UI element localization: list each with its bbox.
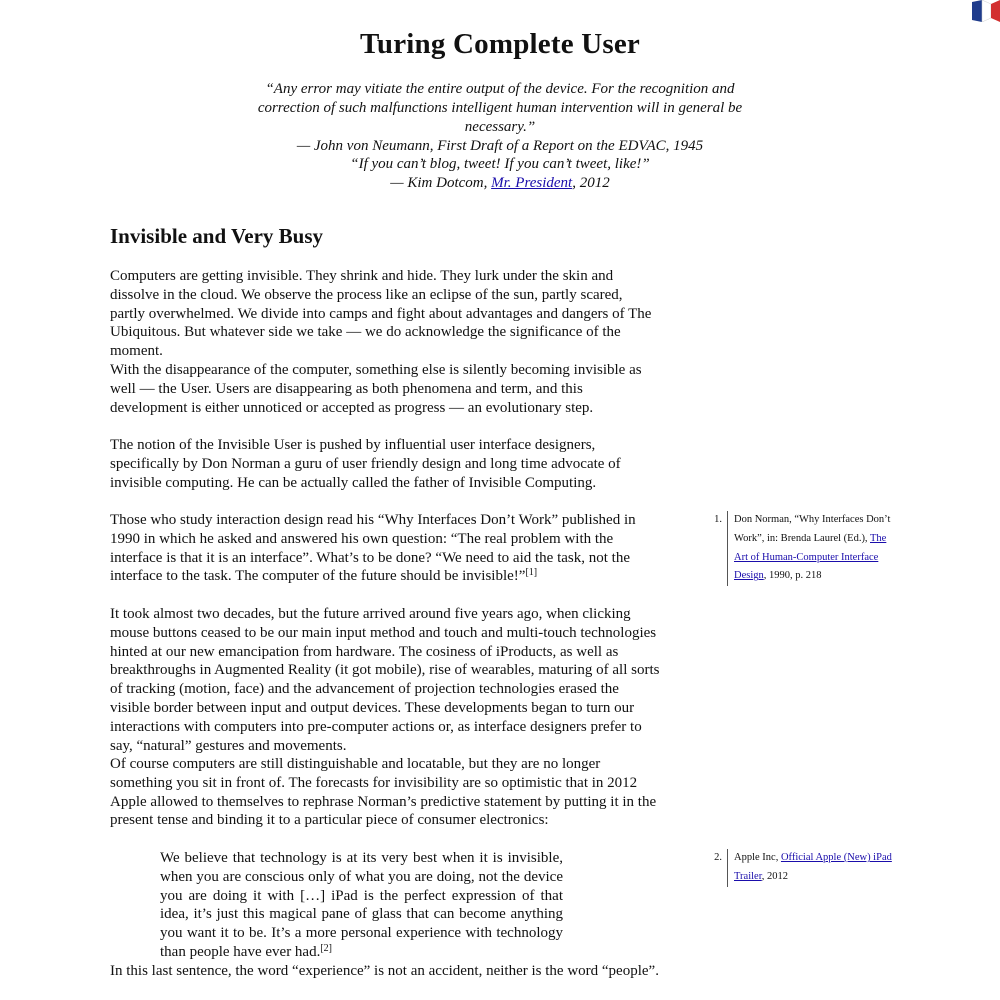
paragraph: Computers are getting invisible. They shrink and hide. They lurk under the skin and dissolve in the cloud. We observe the process like an eclipse of the sun, partly scared, partly overwhelmed. We divide into camps and fight about advantages and dangers of The Ubiquitous. But whatever side we take — we do acknowledge the significance of the moment. — [110, 268, 652, 360]
paragraph: It took almost two decades, but the future arrived around five years ago, when clicking mouse buttons ceased to be our main input method and touch and multi-touch technologies hinted at our new emancipation from hardware. The cosiness of iProducts, as well as breakthroughs in Augmented Reality (it got mobile), rise of wearables, maturing of all sorts of tracking (motion, face) and the advancement of projection technologies erased the visible border between input and output devices. These developments began to turn our interactions with computers into pre-computer actions or, as interface designers prefer to say, “natural” gestures and movements. — [110, 606, 660, 754]
sidenote-link[interactable]: The Art of Human-Computer Interface Design — [734, 532, 887, 582]
mr-president-link[interactable]: Mr. President — [491, 175, 573, 191]
sidenote-body: Apple Inc, Official Apple (New) iPad Trailer, 2012 — [727, 849, 894, 887]
epigraph-dotcom — [250, 155, 750, 193]
paragraph: With the disappearance of the computer, something else is silently becoming invisible as well — the User. Users are disappearing as both phenomena and term, and this development is either unnoticed or accepted as progress — an evolutionary step. — [110, 362, 642, 416]
sidenote-number: 2. — [714, 852, 722, 863]
blockquote: We believe that technology is at its very best when it is invisible, when you are conscious only of what you are doing, not the device you are doing it with […] iPad is the perfect expression of that idea, it’s just this magical pane of glass that can become anything you want it to be. It’s a more personal experience with technology than people have ever had.[2] — [160, 850, 563, 960]
epigraph-quote: “Any error may vitiate the entire output of the device. For the recognition and correction of such malfunctions intelligent human intervention will in general be necessary.” — [257, 81, 743, 135]
paragraph: Of course computers are still distinguishable and locatable, but they are no longer something you sit in front of. The forecasts for invisibility are so optimistic that in 2012 Apple allowed to themselves to rephrase Norman’s predictive statement by putting it in the present tense and binding it to a particular piece of consumer electronics: — [110, 756, 657, 829]
paragraph: The notion of the Invisible User is pushed by influential user interface designers, specifically by Don Norman a guru of user friendly design and long time advocate of invisible computing. He can be actually called the father of Invisible Computing. — [110, 437, 621, 491]
sidenote-number: 1. — [714, 514, 722, 525]
sidenote-body: Don Norman, “Why Interfaces Don’t Work”, in: Brenda Laurel (Ed.), The Art of Human-Computer Interface Design, 1990, p. 218 — [727, 511, 894, 586]
epigraph-attribution: — Kim Dotcom, Mr. President, 2012 — [390, 175, 610, 191]
sidenote-link[interactable]: Official Apple (New) iPad Trailer — [734, 852, 892, 882]
page-title: Turing Complete User — [359, 28, 641, 60]
paragraph: Those who study interaction design read his “Why Interfaces Don’t Work” published in 1990 in which he asked and answered his own question: “The real problem with the interface is that it is an interface”. What’s to be done? “We need to aid the task, not the interface to the task. The computer of the future should be invisible!”[1] — [110, 512, 636, 585]
section-title: Invisible and Very Busy — [110, 224, 323, 248]
footnote-ref-2[interactable]: [2] — [320, 942, 333, 954]
epigraph-von-neumann — [250, 80, 750, 156]
paragraph: In this last sentence, the word “experience” is not an accident, neither is the word “people”. — [110, 963, 659, 979]
epigraph-quote: “If you can’t blog, tweet! If you can’t tweet, like!” — [350, 156, 650, 172]
french-flag-icon[interactable] — [970, 0, 1000, 22]
footnote-ref-1[interactable]: [1] — [525, 567, 538, 579]
epigraph-attribution: — John von Neumann, First Draft of a Report on the EDVAC, 1945 — [296, 138, 704, 154]
